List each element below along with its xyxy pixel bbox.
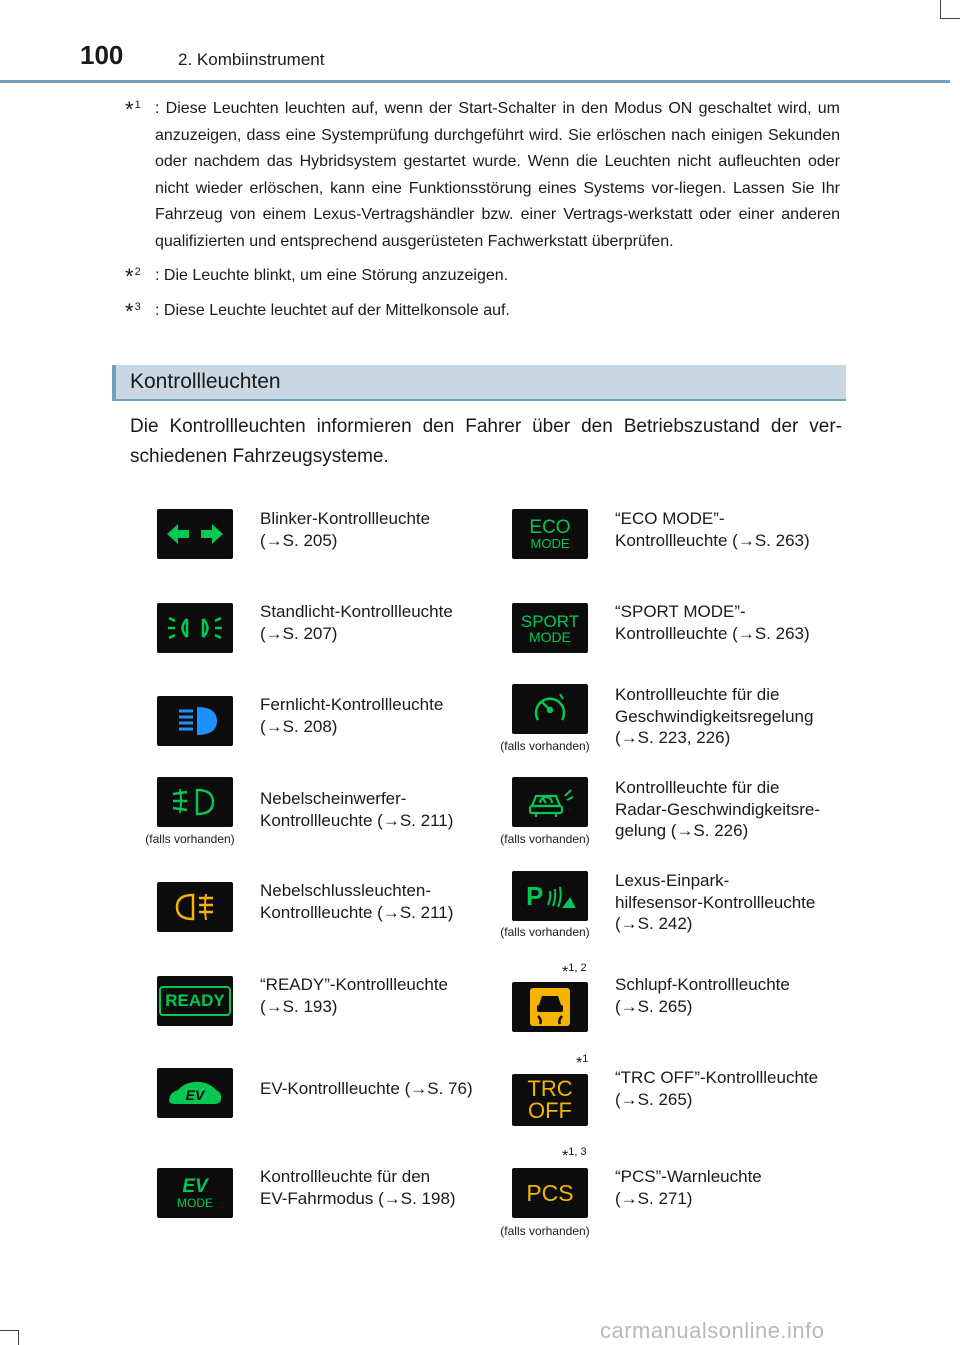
indicator-label: Nebelschlussleuchten- Kontrollleuchte (→S. 211)	[260, 881, 454, 922]
footnote-ref: *$^{1, 3}$	[562, 1146, 587, 1165]
indicator-label: Blinker-Kontrollleuchte (→S. 205)	[260, 509, 431, 550]
footnote-marker: *$^1$	[125, 97, 141, 122]
trc-off-icon: TRC OFF	[512, 1074, 588, 1126]
optional-note: (falls vorhanden)	[500, 832, 590, 846]
footnote-1: *$^1$ : Diese Leuchten leuchten auf, wenn der Start-Schalter in den Modus ON geschaltet wird, um anzuzeigen, dass eine Systemprüfung durchgeführt wird. Sie erlöschen nach einigen Sekunden oder nachdem das Hybridsystem gestartet wurde. Wenn die Leuchten nicht aufleuchten oder nicht wieder erlöschen, kann eine Funktionsstörung eines Systems vor-liegen. Lassen Sie Ihr Fahrzeug von einem Lexus-Vertragshändler bzw. einer Vertrags-werkstatt oder einer anderen qualifizierten und entsprechend ausgerüsteten Fachwerkstatt überprüfen.	[125, 96, 840, 255]
ev-icon	[157, 1068, 233, 1118]
turn-signal-icon	[157, 509, 233, 559]
footnote-marker: *$^2$	[125, 264, 141, 289]
eco-mode-icon: ECO MODE	[512, 509, 588, 559]
cruise-control-icon	[512, 684, 588, 734]
rear-fog-icon	[157, 882, 233, 932]
section-header	[112, 365, 846, 401]
indicator-label: “SPORT MODE”- Kontrollleuchte (→S. 263)	[615, 602, 810, 643]
crop-mark	[18, 1330, 19, 1345]
indicator-label: Standlicht-Kontrollleuchte (→S. 207)	[260, 602, 453, 643]
optional-note: (falls vorhanden)	[500, 925, 590, 939]
section-intro: Die Kontrollleuchten informieren den Fahrer über den Betriebszustand der ver-schiedenen Fahrzeugsysteme.	[130, 416, 842, 467]
crop-mark	[0, 1330, 18, 1331]
indicator-label: Schlupf-Kontrollleuchte (→S. 265)	[615, 975, 790, 1016]
slip-icon	[512, 982, 588, 1032]
crop-mark	[940, 0, 941, 18]
header-rule	[0, 80, 950, 83]
indicator-label: “PCS”-Warnleuchte (→S. 271)	[615, 1167, 762, 1208]
crop-mark	[940, 18, 960, 19]
ev-icon-text: EV	[185, 1087, 205, 1103]
indicator-label: Lexus-Einpark- hilfesensor-Kontrollleuchte (→S. 242)	[615, 871, 816, 933]
indicator-label: Kontrollleuchte für die Radar-Geschwindigkeitsre- gelung (→S. 226)	[615, 778, 821, 840]
ready-icon-text: READY	[159, 986, 231, 1016]
front-fog-icon	[157, 777, 233, 827]
indicator-label: “READY”-Kontrollleuchte (→S. 193)	[260, 975, 449, 1016]
watermark: carmanualsonline.info	[600, 1318, 825, 1343]
tail-light-icon	[157, 603, 233, 653]
optional-note: (falls vorhanden)	[500, 739, 590, 753]
indicator-label: Fernlicht-Kontrollleuchte (→S. 208)	[260, 695, 444, 736]
footnote-ref: *$^1$	[576, 1053, 589, 1072]
indicator-label: Kontrollleuchte für den EV-Fahrmodus (→S. 198)	[260, 1167, 456, 1208]
indicator-label: Kontrollleuchte für die Geschwindigkeitsregelung (→S. 223, 226)	[615, 685, 814, 747]
sport-mode-icon: SPORT MODE	[512, 603, 588, 653]
footnote-2: *$^2$ : Die Leuchte blinkt, um eine Störung anzuzeigen.	[125, 263, 840, 290]
radar-cruise-icon	[512, 777, 588, 827]
indicator-label: Nebelscheinwerfer- Kontrollleuchte (→S. 211)	[260, 789, 454, 830]
pcs-icon: PCS	[512, 1168, 588, 1218]
parking-sensor-icon	[512, 871, 588, 921]
parking-sensor-letter: P	[526, 881, 544, 911]
section-title: Kontrollleuchten	[130, 370, 281, 393]
footnote-marker: *$^3$	[125, 298, 141, 324]
page-number: 100	[80, 40, 124, 70]
ready-icon	[157, 976, 233, 1026]
indicator-label: EV-Kontrollleuchte (→S. 76)	[260, 1079, 473, 1098]
footnotes	[125, 96, 840, 332]
ev-mode-icon: EV MODE	[157, 1168, 233, 1218]
footnote-ref: *$^{1, 2}$	[562, 962, 587, 981]
indicator-label: “ECO MODE”- Kontrollleuchte (→S. 263)	[615, 509, 810, 550]
chapter-title: 2. Kombiinstrument	[178, 50, 325, 69]
footnote-3: *$^3$ : Diese Leuchte leuchtet auf der Mittelkonsole auf.	[125, 298, 840, 325]
indicator-label: “TRC OFF”-Kontrollleuchte (→S. 265)	[615, 1068, 819, 1109]
high-beam-icon	[157, 696, 233, 746]
optional-note: (falls vorhanden)	[145, 832, 235, 846]
optional-note: (falls vorhanden)	[500, 1224, 590, 1238]
